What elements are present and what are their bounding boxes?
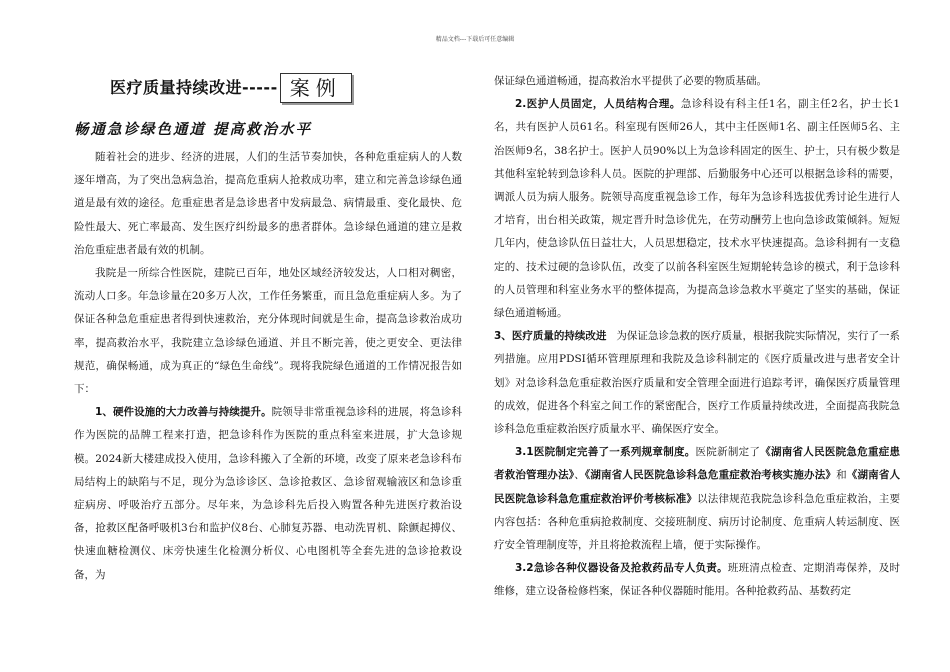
- section-heading-2: 2.医护人员固定，人员结构合理。: [515, 98, 681, 111]
- rules-body: 以法律规范我院急诊科急危重症救治，主要内容包括：各种危重病抢救制度、交接班制度、病历讨论制度、危重病人转运制度、医疗安全管理制度等，并且将抢救流程上墙，便于实际操作。: [494, 492, 900, 552]
- section-heading-3-2: 3.2急诊各种仪器设备及抢救药品专人负责。: [515, 562, 728, 575]
- paragraph-quality: [494, 325, 900, 441]
- rules-intro: 医院新制定了: [695, 446, 761, 459]
- document-title: [110, 70, 462, 106]
- paragraph-rules: [494, 441, 900, 557]
- right-column: [494, 70, 900, 604]
- section-body-1: 院领导非常重视急诊科的进展，将急诊科作为医院的品牌工程来打造，把急诊科作为医院的重点科室来进展，扩大急诊规模。2024新大楼建成投入使用，急诊科搬入了全新的环境，改变了原来老急诊科布局结构上的缺陷与不足，现分为急诊诊区、急诊抢救区、急诊留观输液区和急诊重症病房、呼吸治疗五部分。尽年来，为急诊科先后投入购置各种先进医疗救治设备，抢救区配备呼吸机3台和监护仪8台、心肺复苏器、电动洗胃机、除颤起搏仪、快速血糖检测仪、床旁快速生化检测分析仪、心电图机等全套先进的急诊抢救设备，为: [74, 406, 462, 581]
- section-body-2: 急诊科设有科主任1名，副主任2名，护士长1名，共有医护人员61名。科室现有医师26人，其中主任医师1名、副主任医师5名、主治医师9名，38名护士。医护人员90%以上为急诊科固定的医生、护士，只有极少数是其他科室轮转到急诊科人员。医院的护理部、后勤服务中心还可以根据急诊科的需要，调派人员为病人服务。院领导高度重视急诊工作，每年为急诊科选拔优秀讨论生进行人才培育，出台相关政策，规定晋升时急诊优先，在劳动酬劳上也向急诊政策倾斜。短短几年内，使急诊队伍日益壮大，人员思想稳定，技术水平快速提高。急诊科拥有一支稳定的、技术过硬的急诊队伍，改变了以前各科室医生短期轮转急诊的模式，利于急诊科的人员管理和科室业务水平的整体提高，为提高急诊急救水平奠定了坚实的基础，保证绿色通道畅通。: [494, 98, 901, 320]
- left-column: [74, 70, 462, 587]
- rules-and: 和: [836, 469, 847, 482]
- page-header: 精品文档---下载后可任意编辑: [435, 36, 515, 43]
- paragraph-intro: 随着社会的进步、经济的进展，人们的生活节奏加快，各种危重症病人的人数逐年增高，为了突出急病急治，提高危重病人抢救成功率，建立和完善急诊绿色通道是最有效的途径。危重症患者是急诊患者中发病最急、病情最重、变化最快、危险性最大、死亡率最高、发生医疗纠纷最多的患者群体。急诊绿色通道的建立是救治危重症患者最有效的机制。: [74, 151, 462, 256]
- section-heading-3: 3、医疗质量的持续改进: [494, 330, 607, 343]
- section-heading-1: 1、硬件设施的大力改善与持续提升。: [95, 406, 272, 419]
- paragraph-staff: [494, 93, 900, 325]
- equipment-body: 班班清点检查、定期消毒保养，及时维修，建立设备检修档案，保证各种仪器随时能用。各种抢救药品、基数药定: [494, 562, 901, 598]
- rules-doc-2: 《湖南省人民医院急诊科急危重症救治考核实施办法》: [584, 469, 837, 482]
- title-boxed: 案例: [280, 73, 352, 103]
- paragraph-hospital: 我院是一所综合性医院，建院已百年，地处区域经济较发达，人口相对稠密，流动人口多。年急诊量在20多万人次，工作任务繁重，而且急危重症病人多。为了保证各种急危重症患者得到快速救治，充分体现时间就是生命，提高急诊救治成功率，提高救治水平，我院建立急诊绿色通道、并且不断完善，使之更安全、更法律规范，确保畅通，成为真正的“绿色生命线”。现将我院绿色通道的工作情况报告如下：: [74, 267, 462, 396]
- paragraph-continued: 保证绿色通道畅通，提高救治水平提供了必要的物质基础。: [494, 75, 767, 87]
- rules-separator: 、: [574, 469, 585, 482]
- title-main: 医疗质量持续改进-----: [110, 78, 278, 98]
- paragraph-equipment: [494, 557, 900, 603]
- section-heading-3-1: 3.1医院制定完善了一系列规章制度。: [515, 446, 696, 459]
- section-body-3: 为保证急诊急救的医疗质量，根据我院实际情况，实行了一系列措施。应用PDSI循环管理原理和我院及急诊科制定的《医疗质量改进与患者安全计划》对急诊科急危重症救治医疗质量和安全管理全面进行追踪考评，确保医疗质量管理的成效，促进各个科室之间工作的紧密配合，医疗工作质量持续改进，全面提高我院急诊科急危重症救治医疗质量水平、确保医疗安全。: [494, 330, 901, 436]
- rules-doc-1: 《湖南省人民医院急危重症患者救治管理办法》: [494, 446, 901, 482]
- rules-doc-3: 《湖南省人民医院急诊科急危重症救治评价考核标准》: [494, 469, 901, 505]
- subtitle: 畅通急诊绿色通道 提高救治水平: [74, 122, 313, 138]
- paragraph-hardware: [74, 401, 462, 587]
